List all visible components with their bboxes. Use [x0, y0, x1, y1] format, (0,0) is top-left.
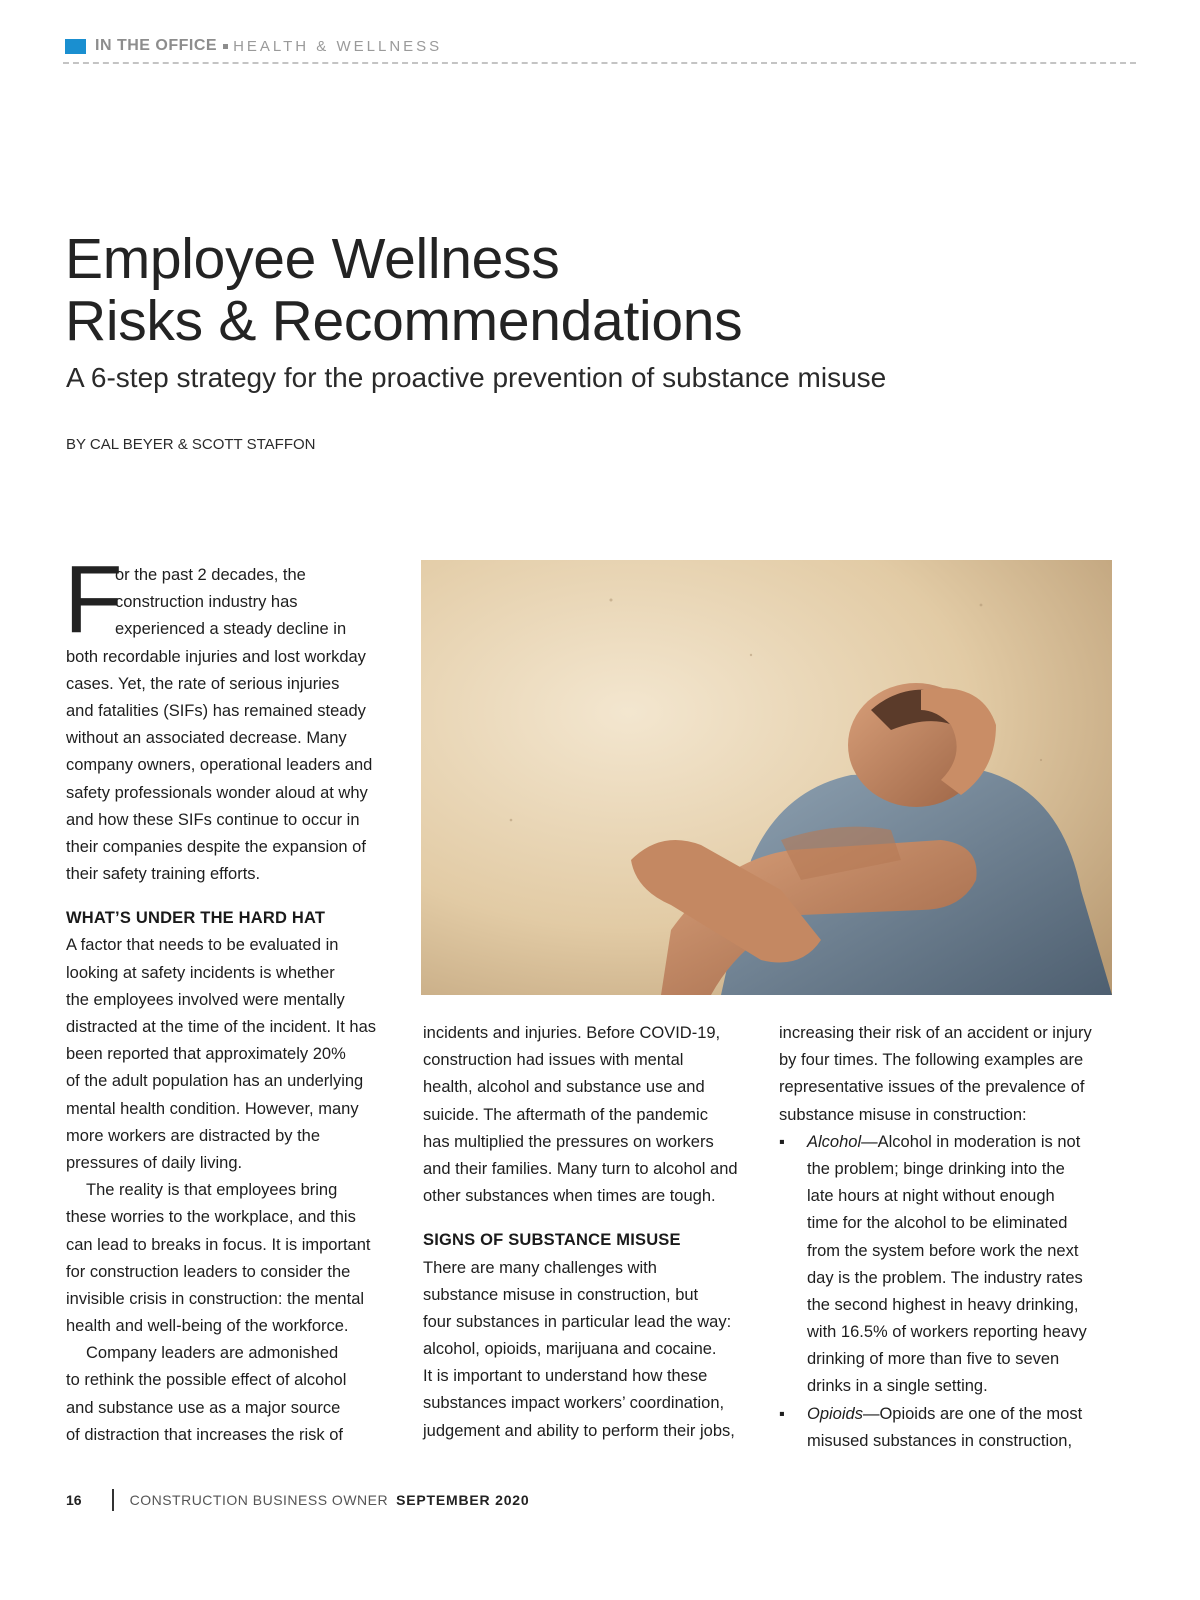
paragraph-examples	[779, 1020, 1119, 1129]
text-line: incidents and injuries. Before COVID-19,	[423, 1024, 721, 1042]
paragraph-covid	[423, 1020, 763, 1210]
text-line: health, alcohol and substance use and	[423, 1078, 705, 1097]
article-byline: BY CAL BEYER & SCOTT STAFFON	[66, 436, 316, 453]
section-separator-dot	[223, 44, 228, 49]
text-line: the second highest in heavy drinking,	[807, 1295, 1079, 1314]
section-divider	[63, 62, 1136, 64]
text-line: judgement and ability to perform their jobs,	[423, 1421, 735, 1440]
paragraph-distraction	[66, 932, 406, 1177]
text-line: construction had issues with mental	[423, 1051, 684, 1070]
article-column-3	[779, 1020, 1119, 1455]
text-line: substances impact workers’ coordination,	[423, 1394, 725, 1413]
bullet-term: Alcohol	[807, 1132, 862, 1151]
text-line: mental health condition. However, many	[66, 1099, 359, 1118]
text-line: and their families. Many turn to alcohol and	[423, 1159, 738, 1178]
bullet-square-icon: ▪	[779, 1404, 785, 1423]
text-line: other substances when times are tough.	[423, 1187, 716, 1206]
section-heading-substance-misuse: SIGNS OF SUBSTANCE MISUSE	[423, 1231, 681, 1250]
article-column-2	[423, 1020, 763, 1445]
text-line: of the adult population has an underlying	[66, 1072, 364, 1091]
text-line: day is the problem. The industry rates	[807, 1268, 1083, 1287]
text-line: to rethink the possible effect of alcohol	[66, 1371, 347, 1390]
text-line: substance misuse in construction, but	[423, 1285, 699, 1304]
text-line: company owners, operational leaders and	[66, 756, 373, 775]
bullet-term: Opioids	[807, 1404, 863, 1423]
text-line: and substance use as a major source	[66, 1398, 341, 1417]
text-line: construction industry has	[115, 593, 298, 612]
bullet-text: —Opioids are one of the most	[862, 1404, 1083, 1423]
text-line: invisible crisis in construction: the mental	[66, 1289, 365, 1308]
text-line: pressures of daily living.	[66, 1153, 243, 1172]
text-line: the employees involved were mentally	[66, 990, 345, 1009]
bullet-text: —Alcohol in moderation is not	[861, 1132, 1081, 1151]
section-primary-label: IN THE OFFICE	[95, 37, 218, 54]
text-line: more workers are distracted by the	[66, 1126, 321, 1145]
text-line: alcohol, opioids, marijuana and cocaine.	[423, 1340, 717, 1359]
text-line: their companies despite the expansion of	[66, 837, 366, 856]
text-line: drinking of more than five to seven	[807, 1350, 1060, 1369]
text-line: distracted at the time of the incident. It has	[66, 1018, 377, 1036]
bullet-square-icon: ▪	[779, 1132, 785, 1151]
page-footer	[66, 1488, 529, 1512]
article-column-1	[66, 562, 406, 1449]
text-line: been reported that approximately 20%	[66, 1045, 346, 1064]
section-secondary-label: HEALTH & WELLNESS	[233, 37, 443, 55]
section-label	[65, 37, 442, 55]
footer-divider	[112, 1489, 114, 1511]
paragraph-gap	[423, 1210, 763, 1227]
section-heading-hard-hat: WHAT’S UNDER THE HARD HAT	[66, 909, 326, 928]
page-number: 16	[66, 1492, 82, 1508]
publication-name: CONSTRUCTION BUSINESS OWNER	[129, 1492, 389, 1508]
article-title	[65, 228, 742, 352]
text-line: Company leaders are admonished	[86, 1344, 339, 1363]
text-line: late hours at night without enough	[807, 1187, 1055, 1206]
text-line: representative issues of the prevalence of	[779, 1078, 1085, 1097]
bullet-item-opioids	[779, 1401, 1119, 1455]
text-line: cases. Yet, the rate of serious injuries	[66, 674, 340, 693]
text-line: of distraction that increases the risk of	[66, 1425, 343, 1444]
text-line: increasing their risk of an accident or injury	[779, 1024, 1092, 1042]
text-line: There are many challenges with	[423, 1258, 657, 1277]
paragraph-leaders	[66, 1340, 406, 1449]
text-line: their safety training efforts.	[66, 865, 261, 884]
text-line: A factor that needs to be evaluated in	[66, 936, 339, 955]
bullet-first-line	[779, 1129, 1119, 1156]
text-line: and fatalities (SIFs) has remained steady	[66, 701, 366, 720]
text-line: substance misuse in construction:	[779, 1105, 1027, 1124]
distressed-worker-photo-icon	[421, 560, 1112, 995]
text-line: the problem; binge drinking into the	[807, 1159, 1065, 1178]
drop-cap: F	[64, 546, 123, 653]
text-line: and how these SIFs continue to occur in	[66, 810, 360, 829]
bullet-first-line	[779, 1401, 1119, 1428]
article-title-line-1: Employee Wellness	[65, 227, 560, 291]
text-line: It is important to understand how these	[423, 1367, 708, 1386]
text-line: without an associated decrease. Many	[66, 729, 347, 748]
article-subtitle: A 6-step strategy for the proactive prevention of substance misuse	[66, 362, 887, 393]
text-line: misused substances in construction,	[807, 1431, 1073, 1450]
text-line: safety professionals wonder aloud at why	[66, 783, 368, 802]
text-line: The reality is that employees bring	[86, 1181, 338, 1200]
text-line: looking at safety incidents is whether	[66, 963, 335, 982]
article-title-line-2: Risks & Recommendations	[65, 289, 743, 353]
text-line: by four times. The following examples are	[779, 1051, 1084, 1070]
text-line: experienced a steady decline in	[115, 620, 347, 639]
article-photo	[421, 560, 1112, 995]
text-line: or the past 2 decades, the	[115, 566, 306, 584]
text-line: time for the alcohol to be eliminated	[807, 1214, 1068, 1233]
bullet-item-alcohol	[779, 1129, 1119, 1401]
text-line: from the system before work the next	[807, 1241, 1079, 1260]
text-line: with 16.5% of workers reporting heavy	[807, 1323, 1087, 1342]
text-line: has multiplied the pressures on workers	[423, 1132, 714, 1151]
text-line: both recordable injuries and lost workday	[66, 647, 366, 666]
text-line: for construction leaders to consider the	[66, 1262, 351, 1281]
section-accent-square	[65, 39, 86, 54]
text-line: four substances in particular lead the way:	[423, 1312, 732, 1331]
text-line: drinks in a single setting.	[807, 1377, 988, 1396]
paragraph-challenges	[423, 1255, 763, 1445]
text-line: health and well-being of the workforce.	[66, 1317, 349, 1336]
paragraph-gap	[66, 888, 406, 905]
paragraph-reality	[66, 1177, 406, 1340]
text-line: suicide. The aftermath of the pandemic	[423, 1105, 708, 1124]
text-line: these worries to the workplace, and this	[66, 1208, 356, 1227]
text-line: can lead to breaks in focus. It is important	[66, 1235, 371, 1254]
issue-date: SEPTEMBER 2020	[396, 1492, 530, 1508]
intro-paragraph	[66, 562, 406, 888]
